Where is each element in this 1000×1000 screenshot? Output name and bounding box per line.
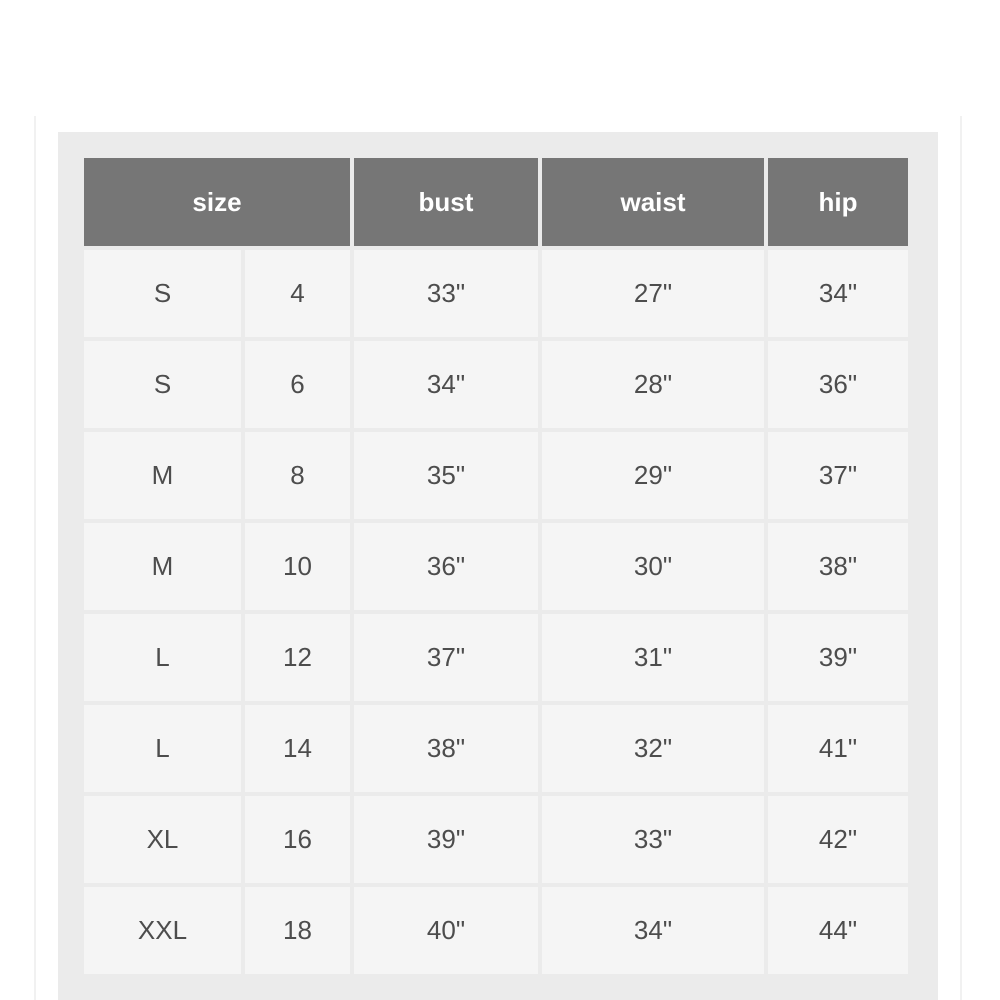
table-row [84,887,908,974]
size-letter-cell: M [84,523,241,610]
table-row [84,341,908,428]
waist-cell: 33" [542,796,764,883]
size-number-cell: 10 [245,523,350,610]
size-number-cell: 14 [245,705,350,792]
size-letter-cell: S [84,341,241,428]
bust-cell: 38" [354,705,538,792]
header-bust: bust [354,158,538,246]
waist-cell: 30" [542,523,764,610]
hip-cell: 41" [768,705,908,792]
waist-cell: 31" [542,614,764,701]
size-letter-cell: XXL [84,887,241,974]
waist-cell: 29" [542,432,764,519]
left-border-line [34,116,36,1000]
size-number-cell: 4 [245,250,350,337]
table-row [84,614,908,701]
bust-cell: 40" [354,887,538,974]
hip-cell: 34" [768,250,908,337]
hip-cell: 39" [768,614,908,701]
size-number-cell: 8 [245,432,350,519]
size-letter-cell: L [84,705,241,792]
size-number-cell: 6 [245,341,350,428]
bust-cell: 33" [354,250,538,337]
header-hip: hip [768,158,908,246]
waist-cell: 34" [542,887,764,974]
hip-cell: 42" [768,796,908,883]
right-border-line [960,116,962,1000]
hip-cell: 44" [768,887,908,974]
size-letter-cell: S [84,250,241,337]
bust-cell: 37" [354,614,538,701]
bust-cell: 35" [354,432,538,519]
header-row [84,158,908,246]
bust-cell: 34" [354,341,538,428]
hip-cell: 36" [768,341,908,428]
size-letter-cell: L [84,614,241,701]
bust-cell: 39" [354,796,538,883]
hip-cell: 37" [768,432,908,519]
size-number-cell: 16 [245,796,350,883]
header-size: size [84,158,350,246]
size-number-cell: 18 [245,887,350,974]
size-number-cell: 12 [245,614,350,701]
waist-cell: 32" [542,705,764,792]
waist-cell: 27" [542,250,764,337]
table-row [84,705,908,792]
size-letter-cell: M [84,432,241,519]
table-row [84,523,908,610]
hip-cell: 38" [768,523,908,610]
table-row [84,432,908,519]
table-row [84,250,908,337]
bust-cell: 36" [354,523,538,610]
waist-cell: 28" [542,341,764,428]
size-chart-table [80,154,912,978]
size-letter-cell: XL [84,796,241,883]
table-row [84,796,908,883]
header-waist: waist [542,158,764,246]
